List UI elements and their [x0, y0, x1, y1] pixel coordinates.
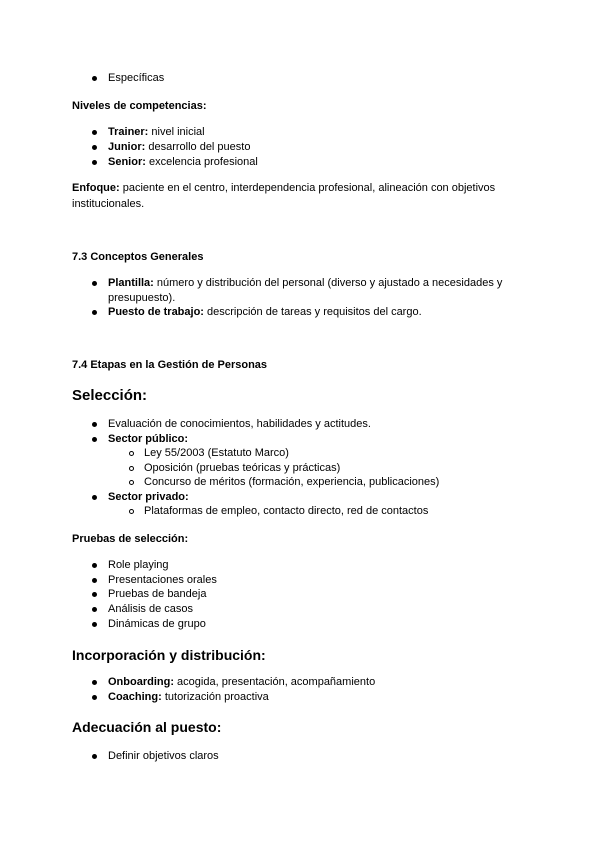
seleccion-heading: Selección:: [72, 387, 148, 404]
incorporacion-heading: Incorporación y distribución:: [72, 647, 266, 663]
bullet-icon: [92, 578, 97, 583]
term: Puesto de trabajo:: [108, 306, 204, 318]
circle-bullet-icon: [129, 480, 134, 485]
bullet-icon: [92, 754, 97, 759]
bullet-icon: [92, 160, 97, 165]
bullet-icon: [92, 130, 97, 135]
list-item: [108, 305, 422, 319]
list-item: Presentaciones orales: [108, 574, 217, 586]
sub-list-item: Oposición (pruebas teóricas y prácticas): [144, 462, 341, 474]
bullet-icon: [92, 695, 97, 700]
section-title-7-3: 7.3 Conceptos Generales: [72, 251, 204, 263]
bullet-icon: [92, 145, 97, 150]
adecuacion-heading: Adecuación al puesto:: [72, 719, 222, 735]
desc: excelencia profesional: [145, 156, 258, 168]
desc: descripción de tareas y requisitos del cargo.: [203, 306, 422, 318]
sub-list-item: Plataformas de empleo, contacto directo, red de contactos: [144, 505, 429, 517]
list-item: Análisis de casos: [108, 603, 193, 615]
list-item: [108, 690, 269, 704]
list-item: Sector público:: [108, 433, 189, 445]
bullet-icon: [92, 281, 97, 286]
list-item: Evaluación de conocimientos, habilidades y actitudes.: [108, 418, 371, 430]
circle-bullet-icon: [129, 451, 134, 456]
circle-bullet-icon: [129, 466, 134, 471]
bullet-icon: [92, 592, 97, 597]
desc: acogida, presentación, acompañamiento: [174, 676, 376, 688]
desc: tutorización proactiva: [161, 691, 269, 703]
bullet-icon: [92, 422, 97, 427]
enfoque-line: [72, 181, 495, 195]
bullet-icon: [92, 607, 97, 612]
list-item: Sector privado:: [108, 491, 189, 503]
bullet-icon: [92, 310, 97, 315]
list-item: [108, 675, 375, 689]
niveles-heading: Niveles de competencias:: [72, 100, 207, 112]
list-item: Pruebas de bandeja: [108, 588, 207, 600]
term: Onboarding:: [108, 676, 174, 688]
bullet-icon: [92, 563, 97, 568]
list-item: [108, 125, 205, 139]
bullet-icon: [92, 622, 97, 627]
desc: paciente en el centro, interdependencia profesional, alineación con objetivos: [119, 182, 496, 194]
list-item: Definir objetivos claros: [108, 750, 219, 762]
term: Trainer:: [108, 126, 149, 138]
term: Coaching:: [108, 691, 162, 703]
list-item: Específicas: [108, 72, 165, 84]
bullet-icon: [92, 437, 97, 442]
term: Senior:: [108, 156, 146, 168]
desc: número y distribución del personal (diverso y ajustado a necesidades y: [153, 277, 503, 289]
circle-bullet-icon: [129, 509, 134, 514]
sub-list-item: Ley 55/2003 (Estatuto Marco): [144, 447, 289, 459]
term: Junior:: [108, 141, 146, 153]
list-item: [108, 155, 258, 169]
bullet-icon: [92, 76, 97, 81]
enfoque-line-2: institucionales.: [72, 198, 145, 210]
desc: nivel inicial: [148, 126, 205, 138]
list-item: Role playing: [108, 559, 169, 571]
section-title-7-4: 7.4 Etapas en la Gestión de Personas: [72, 359, 268, 371]
pruebas-heading: Pruebas de selección:: [72, 533, 189, 545]
bullet-icon: [92, 680, 97, 685]
bullet-icon: [92, 495, 97, 500]
list-item: [108, 140, 250, 154]
list-item: [108, 276, 502, 290]
sub-list-item: Concurso de méritos (formación, experiencia, publicaciones): [144, 476, 440, 488]
term: Plantilla:: [108, 277, 154, 289]
term: Enfoque:: [72, 182, 120, 194]
list-item: Dinámicas de grupo: [108, 618, 206, 630]
list-item-cont: presupuesto).: [108, 292, 176, 304]
desc: desarrollo del puesto: [145, 141, 251, 153]
